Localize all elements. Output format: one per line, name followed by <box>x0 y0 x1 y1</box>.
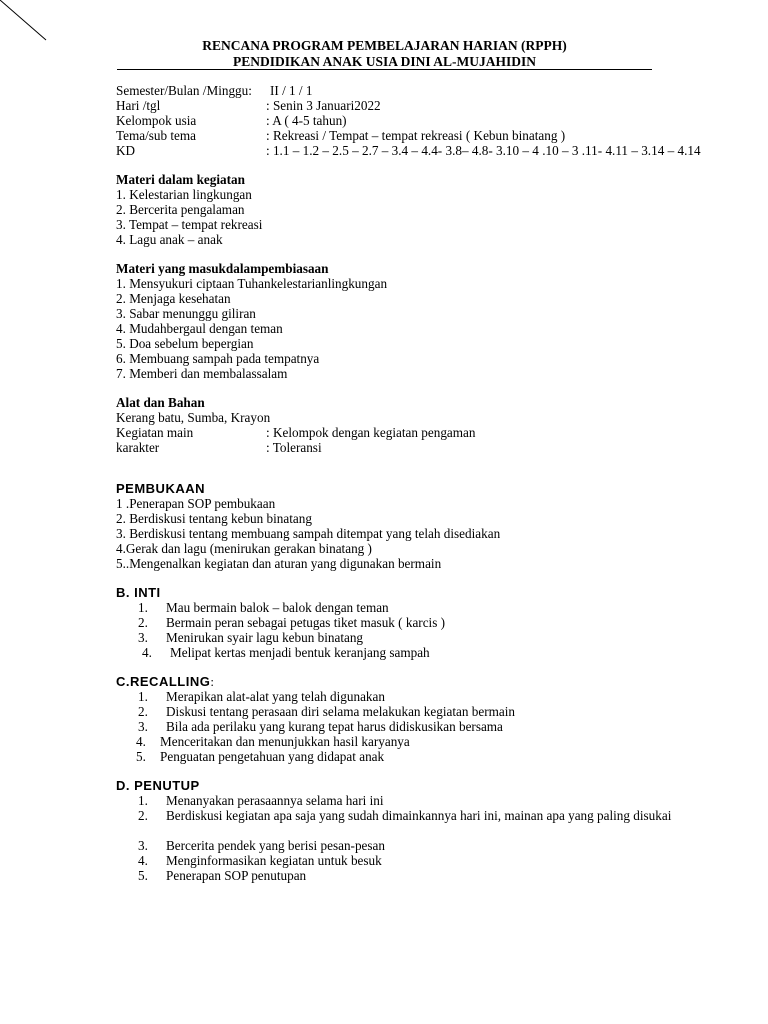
pembukaan-title: PEMBUKAAN <box>116 481 205 496</box>
item-text: Menirukan syair lagu kebun binatang <box>166 630 364 645</box>
list-item: 4. Lagu anak – anak <box>116 232 223 247</box>
item-number: 2. <box>138 808 148 823</box>
kegiatan-value: : Kelompok dengan kegiatan pengaman <box>266 425 476 440</box>
header-title: RENCANA PROGRAM PEMBELAJARAN HARIAN (RPPH) <box>202 38 567 53</box>
list-item: 2. Menjaga kesehatan <box>116 291 231 306</box>
header-subtitle: PENDIDIKAN ANAK USIA DINI AL-MUJAHIDIN <box>117 54 652 70</box>
item-number: 1. <box>138 689 148 704</box>
item-number: 5. <box>138 868 148 883</box>
karakter-label: karakter <box>116 440 160 455</box>
list-item <box>116 630 706 645</box>
corner-fold-line <box>0 0 50 45</box>
list-item: 2. Bercerita pengalaman <box>116 202 245 217</box>
item-text: Bermain peran sebagai petugas tiket masuk ( karcis ) <box>166 615 446 630</box>
list-item: 3. Tempat – tempat rekreasi <box>116 217 263 232</box>
list-item <box>116 749 706 764</box>
alat-section <box>116 395 706 455</box>
list-item <box>116 734 706 749</box>
kd-label: KD <box>116 143 136 158</box>
list-item <box>116 719 706 734</box>
hari-row <box>116 98 706 113</box>
list-item <box>116 689 706 704</box>
kegiatan-label: Kegiatan main <box>116 425 194 440</box>
recalling-title-text: C.RECALLING <box>116 674 211 689</box>
item-text: Bercerita pendek yang berisi pesan-pesan <box>166 838 385 853</box>
inti-section <box>116 585 706 660</box>
list-item <box>116 645 706 660</box>
document-header <box>117 38 652 70</box>
list-item <box>116 600 706 615</box>
penutup-section <box>116 778 706 883</box>
materi-section <box>116 172 706 247</box>
tema-row <box>116 128 706 143</box>
materi-title: Materi dalam kegiatan <box>116 172 245 187</box>
item-text: Diskusi tentang perasaan diri selama melakukan kegiatan bermain <box>166 704 515 719</box>
list-item: 5..Mengenalkan kegiatan dan aturan yang digunakan bermain <box>116 556 442 571</box>
item-text: Mau bermain balok – balok dengan teman <box>166 600 389 615</box>
list-item: 2. Berdiskusi tentang kebun binatang <box>116 511 312 526</box>
item-number: 2. <box>138 704 148 719</box>
alat-title: Alat dan Bahan <box>116 395 205 410</box>
list-item <box>116 793 706 808</box>
list-item: 1. Kelestarian lingkungan <box>116 187 252 202</box>
item-number: 1. <box>138 793 148 808</box>
list-item: 7. Memberi dan membalassalam <box>116 366 288 381</box>
list-item: 6. Membuang sampah pada tempatnya <box>116 351 320 366</box>
item-text: Melipat kertas menjadi bentuk keranjang sampah <box>170 645 430 660</box>
item-number: 2. <box>138 615 148 630</box>
pembiasaan-section <box>116 261 706 381</box>
item-text: Bila ada perilaku yang kurang tepat harus didiskusikan bersama <box>166 719 503 734</box>
item-text: Penguatan pengetahuan yang didapat anak <box>160 749 385 764</box>
item-number: 3. <box>138 838 148 853</box>
kd-row <box>116 143 706 158</box>
alat-text: Kerang batu, Sumba, Krayon <box>116 410 271 425</box>
list-item: 4.Gerak dan lagu (menirukan gerakan binatang ) <box>116 541 372 556</box>
inti-title: B. INTI <box>116 585 161 600</box>
list-item <box>116 615 706 630</box>
list-item <box>116 838 706 853</box>
item-number: 5. <box>136 749 146 764</box>
kegiatan-row <box>116 425 706 440</box>
tema-label: Tema/sub tema <box>116 128 197 143</box>
item-text: Menceritakan dan menunjukkan hasil karyanya <box>160 734 410 749</box>
recalling-section <box>116 674 706 764</box>
list-item <box>116 868 706 883</box>
hari-label: Hari /tgl <box>116 98 161 113</box>
item-text: Menanyakan perasaannya selama hari ini <box>166 793 384 808</box>
item-text: Penerapan SOP penutupan <box>166 868 307 883</box>
pembukaan-section <box>116 481 706 571</box>
pembiasaan-title: Materi yang masukdalampembiasaan <box>116 261 329 276</box>
semester-label: Semester/Bulan /Minggu: <box>116 83 252 98</box>
kelompok-row <box>116 113 706 128</box>
item-text: Menginformasikan kegiatan untuk besuk <box>166 853 382 868</box>
item-text: Berdiskusi kegiatan apa saja yang sudah dimainkannya hari ini, mainan apa yang paling disukai <box>166 808 672 823</box>
item-number: 3. <box>138 719 148 734</box>
item-number: 4. <box>136 734 146 749</box>
list-item: 5. Doa sebelum bepergian <box>116 336 254 351</box>
penutup-title: D. PENUTUP <box>116 778 200 793</box>
list-item <box>116 808 706 838</box>
kd-value: : 1.1 – 1.2 – 2.5 – 2.7 – 3.4 – 4.4- 3.8– 4.8- 3.10 – 4 .10 – 3 .11- 4.11 – 3.14 – 4.14 <box>266 143 701 158</box>
document-body <box>116 83 706 883</box>
recalling-colon: : <box>210 674 215 689</box>
hari-value: : Senin 3 Januari2022 <box>266 98 381 113</box>
list-item: 1. Mensyukuri ciptaan Tuhankelestarianlingkungan <box>116 276 388 291</box>
list-item <box>116 704 706 719</box>
karakter-value: : Toleransi <box>266 440 322 455</box>
item-number: 4. <box>138 853 148 868</box>
list-item <box>116 853 706 868</box>
item-text: Merapikan alat-alat yang telah digunakan <box>166 689 385 704</box>
semester-value: II / 1 / 1 <box>270 83 313 98</box>
list-item: 4. Mudahbergaul dengan teman <box>116 321 283 336</box>
list-item: 3. Berdiskusi tentang membuang sampah ditempat yang telah disediakan <box>116 526 501 541</box>
karakter-row <box>116 440 706 455</box>
kelompok-label: Kelompok usia <box>116 113 197 128</box>
kelompok-value: : A ( 4-5 tahun) <box>266 113 347 128</box>
recalling-title <box>116 674 706 689</box>
item-number: 4. <box>142 645 152 660</box>
list-item: 3. Sabar menunggu giliran <box>116 306 256 321</box>
semester-row <box>116 83 706 98</box>
list-item: 1 .Penerapan SOP pembukaan <box>116 496 276 511</box>
item-number: 1. <box>138 600 148 615</box>
tema-value: : Rekreasi / Tempat – tempat rekreasi ( Kebun binatang ) <box>266 128 566 143</box>
item-number: 3. <box>138 630 148 645</box>
